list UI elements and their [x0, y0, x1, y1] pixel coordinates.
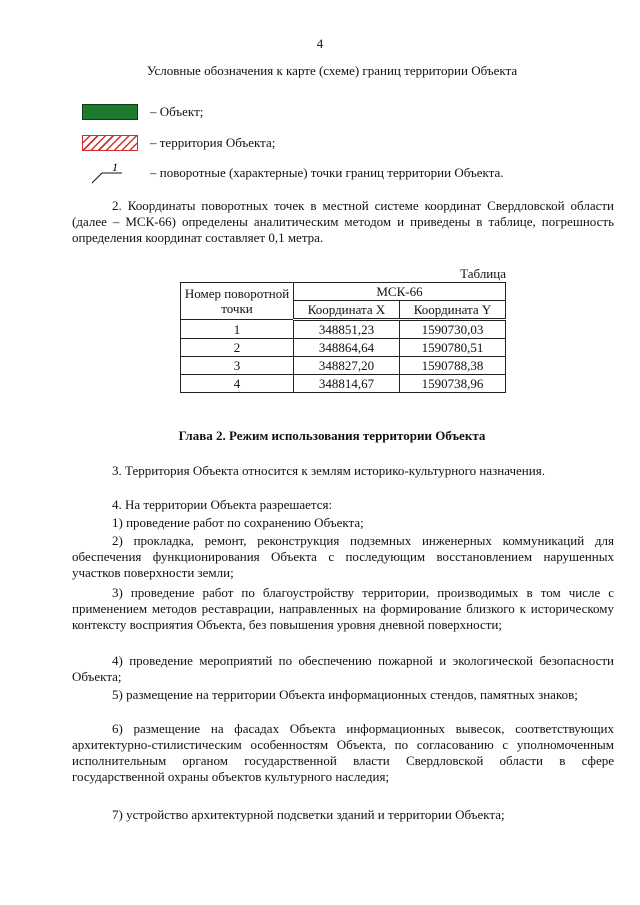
cell-x: 348827,20: [294, 357, 400, 375]
paragraph-4: 4. На территории Объекта разрешается:: [112, 497, 333, 512]
cell-x: 348814,67: [294, 375, 400, 393]
cell-y: 1590738,96: [400, 375, 506, 393]
legend-item-object: [82, 103, 203, 121]
legend-item-territory: [82, 134, 275, 152]
territory-hatch-icon: [82, 135, 138, 151]
paragraph-2: 2. Координаты поворотных точек в местной системе координат Свердловской области (далее – МСК-66) определены аналитическим методом и приведены в таблице, погрешность определения координат составляет 0,1 метра.: [72, 198, 614, 245]
table-row: [181, 339, 506, 357]
object-swatch-icon: [82, 104, 138, 120]
table-row: [181, 357, 506, 375]
table-row: [181, 375, 506, 393]
list-item-5: 5) размещение на территории Объекта информационных стендов, памятных знаков;: [112, 687, 578, 702]
cell-point: 3: [181, 357, 294, 375]
cell-point: 1: [181, 320, 294, 339]
chapter-title: Глава 2. Режим использования территории Объекта: [178, 428, 486, 443]
cell-x: 348851,23: [294, 320, 400, 339]
legend-label-territory: – территория Объекта;: [150, 135, 276, 150]
legend-title: Условные обозначения к карте (схеме) границ территории Объекта: [146, 63, 518, 78]
cell-y: 1590780,51: [400, 339, 506, 357]
table-row: [181, 320, 506, 339]
cell-point: 4: [181, 375, 294, 393]
list-item-7: 7) устройство архитектурной подсветки зданий и территории Объекта;: [112, 807, 505, 822]
turning-point-icon: [82, 160, 138, 181]
header-y: Координата Y: [400, 301, 506, 320]
page-number: 4: [316, 36, 324, 51]
list-item-3: 3) проведение работ по благоустройству территории, производимых в том числе с применением методов реставрации, направленных на формирование близкого к историческому контексту восприятия Объекта, без повышения уровня дневной поверхности;: [72, 585, 614, 632]
coordinates-table: [180, 282, 506, 393]
legend-item-points: [82, 160, 504, 182]
header-point-number: Номер поворотной точки: [181, 283, 294, 320]
list-item-6: 6) размещение на фасадах Объекта информационных вывесок, соответствующих архитектурно-стилистическим особенностям Объекта, по согласованию с уполномоченным исполнительным органом государственной власти Свердловской области в сфере государственной охраны объектов культурного наследия;: [72, 721, 614, 784]
legend-label-object: – Объект;: [150, 104, 204, 119]
cell-y: 1590788,38: [400, 357, 506, 375]
header-msk: МСК-66: [294, 283, 506, 301]
list-item-1: 1) проведение работ по сохранению Объекта;: [112, 515, 364, 530]
legend-label-points: – поворотные (характерные) точки границ территории Объекта.: [150, 165, 504, 180]
list-item-4: 4) проведение мероприятий по обеспечению пожарной и экологической безопасности Объекта;: [72, 653, 614, 684]
cell-x: 348864,64: [294, 339, 400, 357]
cell-point: 2: [181, 339, 294, 357]
table-caption: Таблица: [460, 266, 506, 281]
turning-point-number: 1: [112, 160, 118, 174]
paragraph-3: 3. Территория Объекта относится к землям историко-культурного назначения.: [112, 463, 545, 478]
list-item-2: 2) прокладка, ремонт, реконструкция подземных инженерных коммуникаций для обеспечения функционирования Объекта с последующим восстановлением нарушенных участков поверхности земли;: [72, 533, 614, 580]
cell-y: 1590730,03: [400, 320, 506, 339]
header-x: Координата X: [294, 301, 400, 320]
